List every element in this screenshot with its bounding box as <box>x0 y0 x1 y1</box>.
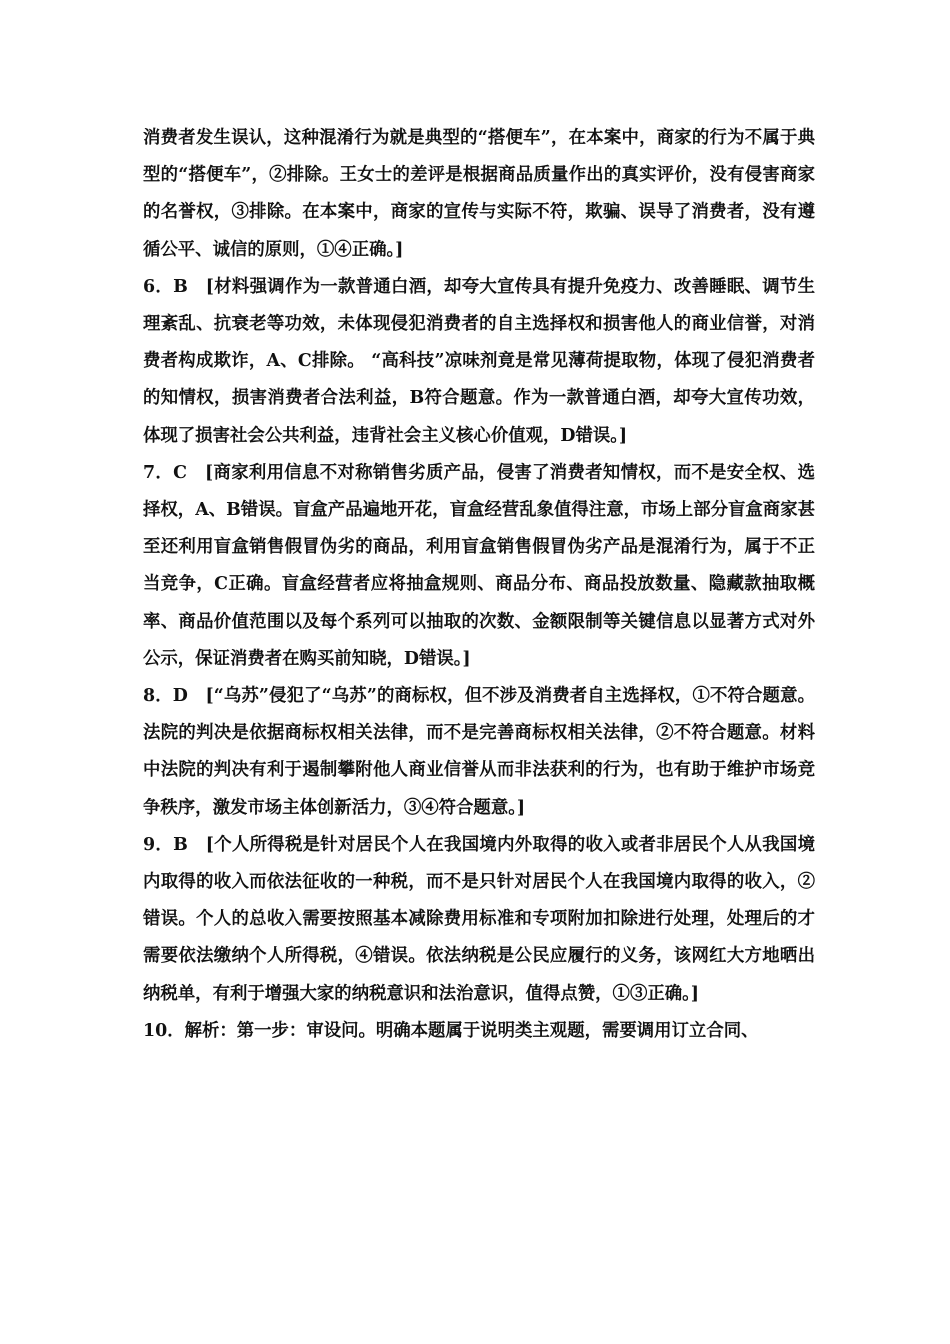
answer-paragraph-7: 7．C [商家利用信息不对称销售劣质产品，侵害了消费者知情权，而不是安全权、选择权，A、B错误。盲盒产品遍地开花，盲盒经营乱象值得注意，市场上部分盲盒商家甚至还利用盲盒销售假冒伪劣的商品，利用盲盒销售假冒伪劣产品是混淆行为，属于不正当竞争，C正确。盲盒经营者应将抽盒规则、商品分布、商品投放数量、隐藏款抽取概率、商品价值范围以及每个系列可以抽取的次数、金额限制等关键信息以显著方式对外公示，保证消费者在购买前知晓，D错误。] <box>143 462 815 669</box>
answer-paragraph-6: 6．B [材料强调作为一款普通白酒，却夸大宣传具有提升免疫力、改善睡眠、调节生理紊乱、抗衰老等功效，未体现侵犯消费者的自主选择权和损害他人的商业信誉，对消费者构成欺诈，A、C排除。 “高科技”凉味剂竟是常见薄荷提取物，体现了侵犯消费者的知情权，损害消费者合法利益，B符合题意。作为一款普通白酒，却夸大宣传功效，体现了损害社会公共利益，违背社会主义核心价值观，D错误。] <box>143 276 815 446</box>
answer-paragraph-5-continued: 消费者发生误认，这种混淆行为就是典型的“搭便车”，在本案中，商家的行为不属于典型的“搭便车”，②排除。王女士的差评是根据商品质量作出的真实评价，没有侵害商家的名誉权，③排除。在本案中，商家的宣传与实际不符，欺骗、误导了消费者，没有遵循公平、诚信的原则，①④正确。] <box>143 128 815 260</box>
answer-paragraph-9: 9．B [个人所得税是针对居民个人在我国境内外取得的收入或者非居民个人从我国境内取得的收入而依法征收的一种税，而不是只针对居民个人在我国境内取得的收入，②错误。个人的总收入需要按照基本减除费用标准和专项附加扣除进行处理，处理后的才需要依法缴纳个人所得税，④错误。依法纳税是公民应履行的义务，该网红大方地晒出纳税单，有利于增强大家的纳税意识和法治意识，值得点赞，①③正确。] <box>143 834 815 1004</box>
answer-paragraph-8: 8．D [“乌苏”侵犯了“乌苏”的商标权，但不涉及消费者自主选择权，①不符合题意。法院的判决是依据商标权相关法律，而不是完善商标权相关法律，②不符合题意。材料中法院的判决有利于遏制攀附他人商业信誉从而非法获利的行为，也有助于维护市场竞争秩序，激发市场主体创新活力，③④符合题意。] <box>143 686 815 818</box>
answer-paragraph-10: 10．解析：第一步：审设问。明确本题属于说明类主观题，需要调用订立合同、 <box>143 1020 759 1041</box>
document-page <box>143 120 815 1050</box>
